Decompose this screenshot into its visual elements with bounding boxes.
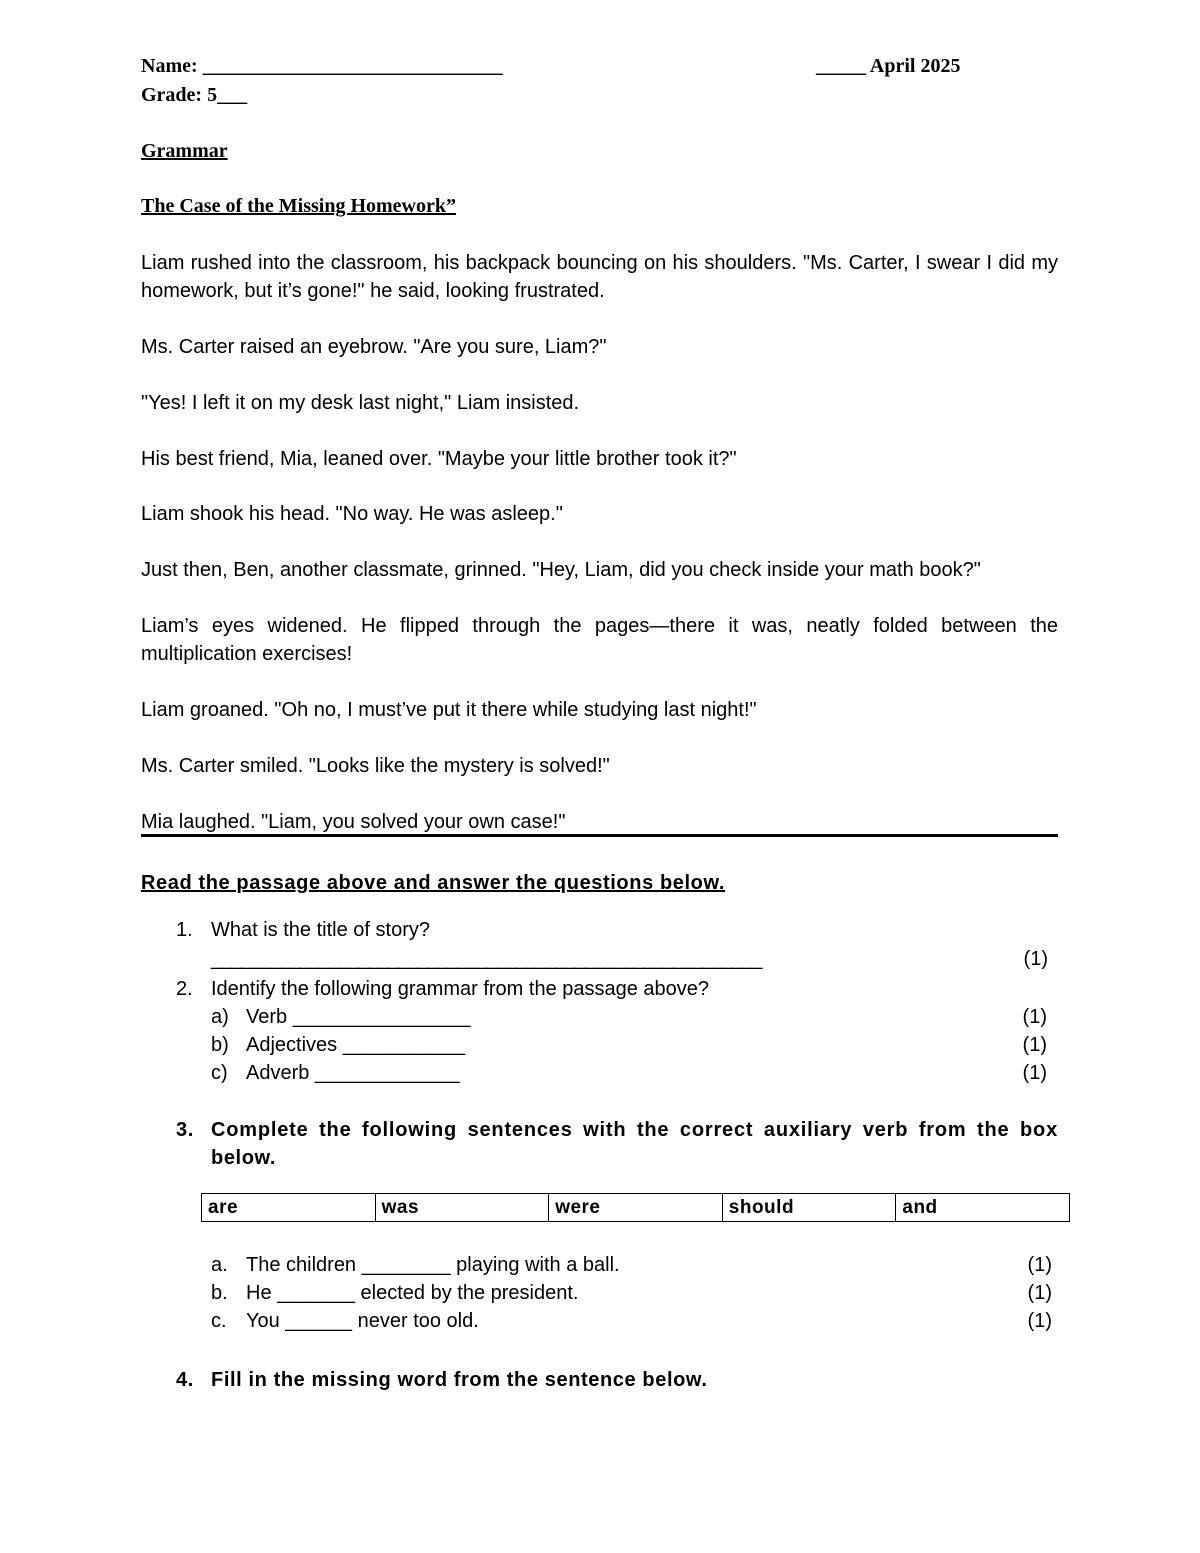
story-paragraph: Ms. Carter raised an eyebrow. "Are you sure, Liam?" — [141, 336, 607, 358]
q2-item-letter: c) — [211, 1062, 228, 1084]
q2-item-verb[interactable]: Verb ________________ — [246, 1006, 471, 1028]
story-paragraph: "Yes! I left it on my desk last night," Liam insisted. — [141, 392, 580, 414]
grade-label: Grade: 5___ — [141, 84, 248, 106]
story-paragraph: Mia laughed. "Liam, you solved your own case!" — [141, 811, 566, 833]
q1-answer-blank[interactable]: ________________________________________________________ — [211, 948, 762, 970]
q2-number: 2. — [176, 978, 193, 1000]
q2-item-mark: (1) — [1022, 1034, 1047, 1056]
q2-item-letter: a) — [211, 1006, 229, 1028]
q2-text: Identify the following grammar from the passage above? — [211, 978, 710, 1000]
q3-item-letter: a. — [211, 1254, 228, 1276]
q2-item-adjectives[interactable]: Adjectives ___________ — [246, 1034, 466, 1056]
story-title: The Case of the Missing Homework” — [141, 195, 456, 217]
q3-item-letter: b. — [211, 1282, 228, 1304]
story-paragraph: Liam groaned. "Oh no, I must’ve put it there while studying last night!" — [141, 699, 757, 721]
q1-mark: (1) — [1023, 948, 1048, 970]
q3-text-line1: Complete the following sentences with the correct auxiliary verb from the box — [211, 1119, 1058, 1141]
q3-item-mark: (1) — [1027, 1254, 1052, 1276]
date-label: _____ April 2025 — [816, 55, 961, 77]
story-paragraph: Liam’s eyes widened. He flipped through the pages—there it was, neatly folded between the multiplication exercises! — [141, 615, 1058, 665]
q1-number: 1. — [176, 919, 193, 941]
q2-item-mark: (1) — [1022, 1062, 1047, 1084]
auxiliary-verb-box — [201, 1193, 1070, 1222]
story-paragraph: Just then, Ben, another classmate, grinned. "Hey, Liam, did you check inside your math book?" — [141, 559, 981, 581]
q4-number: 4. — [176, 1369, 194, 1391]
q2-item-letter: b) — [211, 1034, 229, 1056]
q3-sentence-a[interactable]: The children ________ playing with a ball. — [246, 1254, 620, 1276]
story-paragraph: Liam shook his head. "No way. He was asleep." — [141, 503, 563, 525]
name-field-label: Name: ______________________________ — [141, 55, 503, 77]
box-word: should — [722, 1194, 896, 1222]
q3-text-line2: below. — [211, 1147, 277, 1169]
box-word: were — [549, 1194, 723, 1222]
q2-item-adverb[interactable]: Adverb _____________ — [246, 1062, 460, 1084]
q3-item-mark: (1) — [1027, 1282, 1052, 1304]
q4-text: Fill in the missing word from the sentence below. — [211, 1369, 708, 1391]
q2-item-mark: (1) — [1022, 1006, 1047, 1028]
story-paragraph: Ms. Carter smiled. "Looks like the mystery is solved!" — [141, 755, 610, 777]
box-word: are — [202, 1194, 376, 1222]
box-word: and — [896, 1194, 1070, 1222]
section-divider — [141, 834, 1058, 837]
story-paragraph: His best friend, Mia, leaned over. "Maybe your little brother took it?" — [141, 448, 737, 470]
q3-sentence-b[interactable]: He _______ elected by the president. — [246, 1282, 579, 1304]
q3-number: 3. — [176, 1119, 194, 1141]
instructions-heading: Read the passage above and answer the questions below. — [141, 872, 726, 894]
q1-text: What is the title of story? — [211, 919, 430, 941]
box-word: was — [375, 1194, 549, 1222]
story-paragraph: Liam rushed into the classroom, his backpack bouncing on his shoulders. "Ms. Carter, I swear I did my homework, but it’s gone!" he said, looking frustrated. — [141, 252, 1058, 302]
q3-sentence-c[interactable]: You ______ never too old. — [246, 1310, 479, 1332]
subject-heading: Grammar — [141, 140, 228, 162]
q3-item-letter: c. — [211, 1310, 227, 1332]
q3-item-mark: (1) — [1027, 1310, 1052, 1332]
